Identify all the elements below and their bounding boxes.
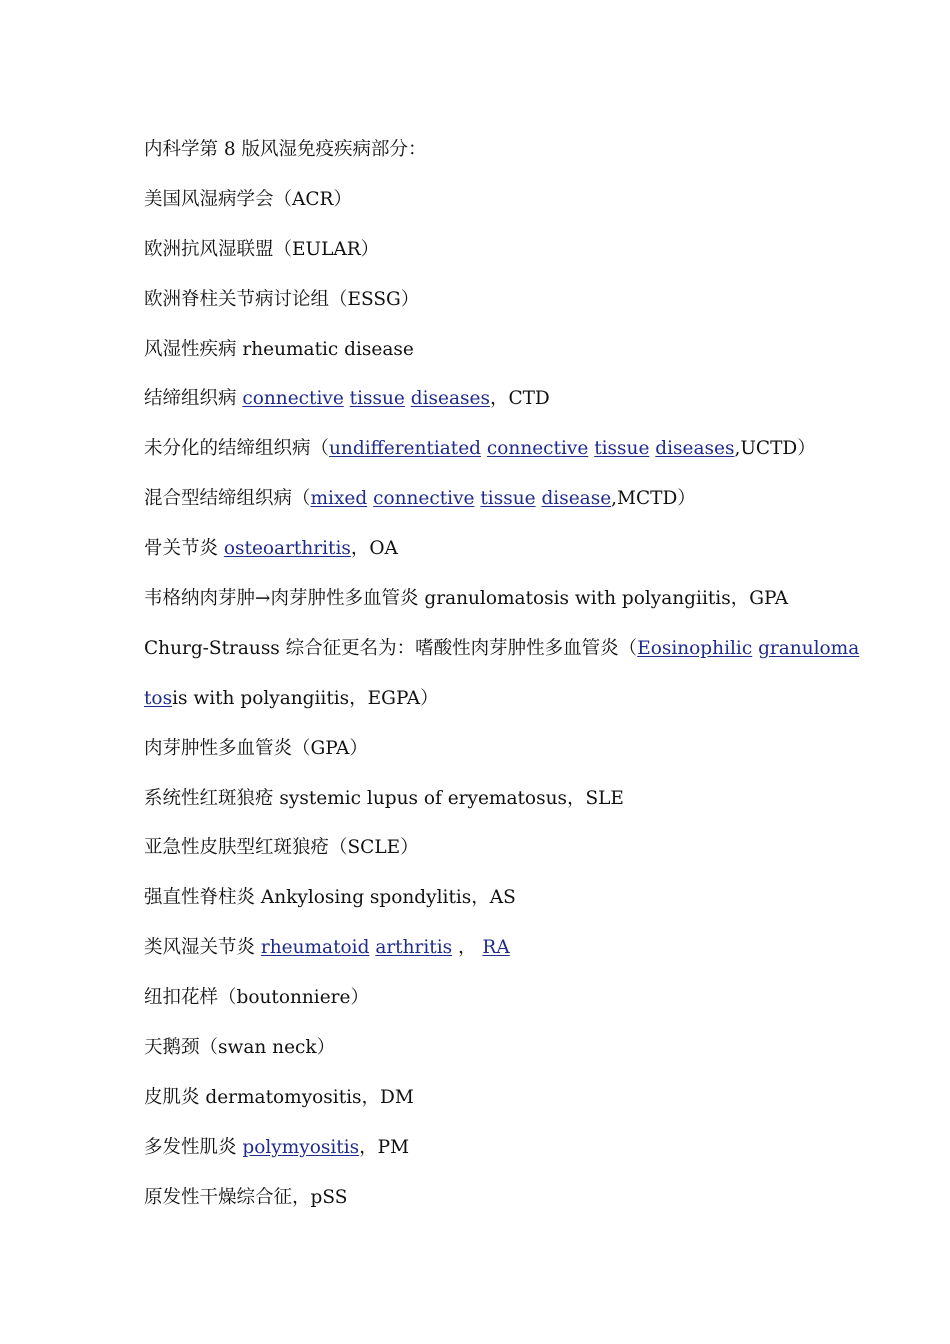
term-link[interactable]: granuloma [758,637,860,659]
term-link[interactable]: polymyositis [242,1136,360,1158]
text-line [144,779,844,829]
text-segment: 骨关节炎 [144,538,224,560]
text-segment: ， [452,937,483,959]
text-line [144,529,844,579]
text-line [144,828,844,878]
text-line [144,1178,844,1228]
text-segment: Churg-Strauss 综合征更名为：嗜酸性肉芽肿性多血管炎（ [144,637,638,659]
term-link[interactable]: disease [541,488,612,510]
term-link[interactable]: osteoarthritis [223,538,351,560]
text-line [144,180,844,230]
term-link[interactable]: tissue [480,488,536,510]
text-line [144,579,844,629]
term-link[interactable]: RA [482,937,510,959]
term-link[interactable]: mixed [310,488,368,510]
text-line [144,878,844,928]
text-segment: is with polyangiitis，EGPA） [172,687,439,709]
term-link[interactable]: tos [144,687,173,709]
text-segment: 风湿性疾病 rheumatic disease [144,338,414,360]
term-link[interactable]: undifferentiated [329,438,482,460]
text-segment: 亚急性皮肤型红斑狼疮（SCLE） [144,837,419,859]
text-line [144,729,844,779]
text-segment: 未分化的结缔组织病（ [144,438,330,460]
term-link[interactable]: tissue [349,388,405,410]
text-segment: 结缔组织病 [144,388,243,410]
text-line [144,479,844,529]
text-segment: 系统性红斑狼疮 systemic lupus of eryematosus，SLE [144,787,624,809]
term-link[interactable]: arthritis [375,937,453,959]
text-line [144,379,844,429]
text-segment: 皮肌炎 dermatomyositis，DM [144,1086,414,1108]
text-segment: 欧洲脊柱关节病讨论组（ESSG） [144,288,420,310]
text-line [144,1128,844,1178]
text-line [144,330,844,380]
term-link[interactable]: tissue [594,438,650,460]
text-segment: 内科学第 8 版风湿免疫疾病部分： [144,139,427,160]
term-link[interactable]: Eosinophilic [637,637,753,659]
term-link[interactable]: connective [373,488,475,510]
term-link[interactable]: rheumatoid [260,937,370,959]
term-link[interactable]: connective [242,388,344,410]
text-segment: 混合型结缔组织病（ [144,488,311,510]
text-line [144,1028,844,1078]
text-line [144,429,844,479]
term-link[interactable]: connective [486,438,589,460]
text-segment: 美国风湿病学会（ACR） [144,188,352,210]
text-line [144,629,860,679]
text-segment: 多发性肌炎 [144,1136,243,1158]
text-line [144,928,844,978]
term-link[interactable]: diseases [655,438,735,460]
text-segment: 类风湿关节炎 [144,937,261,959]
text-segment: ，OA [350,538,398,560]
text-line [144,230,844,280]
text-segment: 天鹅颈（swan neck） [144,1037,336,1059]
text-line [144,1078,844,1128]
text-segment: 纽扣花样（boutonniere） [144,987,369,1009]
text-line [144,280,844,330]
document-page [144,130,860,1228]
text-segment: ，CTD [489,388,550,410]
text-segment: 肉芽肿性多血管炎（GPA） [144,737,368,759]
text-segment: ，PM [359,1136,410,1158]
term-link[interactable]: diseases [410,388,490,410]
text-segment: ,UCTD） [734,438,816,460]
text-line [144,978,844,1028]
text-segment: 原发性干燥综合征，pSS [144,1186,348,1208]
text-segment: 欧洲抗风湿联盟（EULAR） [144,238,380,260]
text-segment: ,MCTD） [611,488,696,510]
text-line [144,130,844,180]
text-line [144,679,844,729]
text-segment: 强直性脊柱炎 Ankylosing spondylitis，AS [144,887,516,909]
text-segment: 韦格纳肉芽肿→肉芽肿性多血管炎 granulomatosis with polyangiitis，GPA [144,588,789,610]
